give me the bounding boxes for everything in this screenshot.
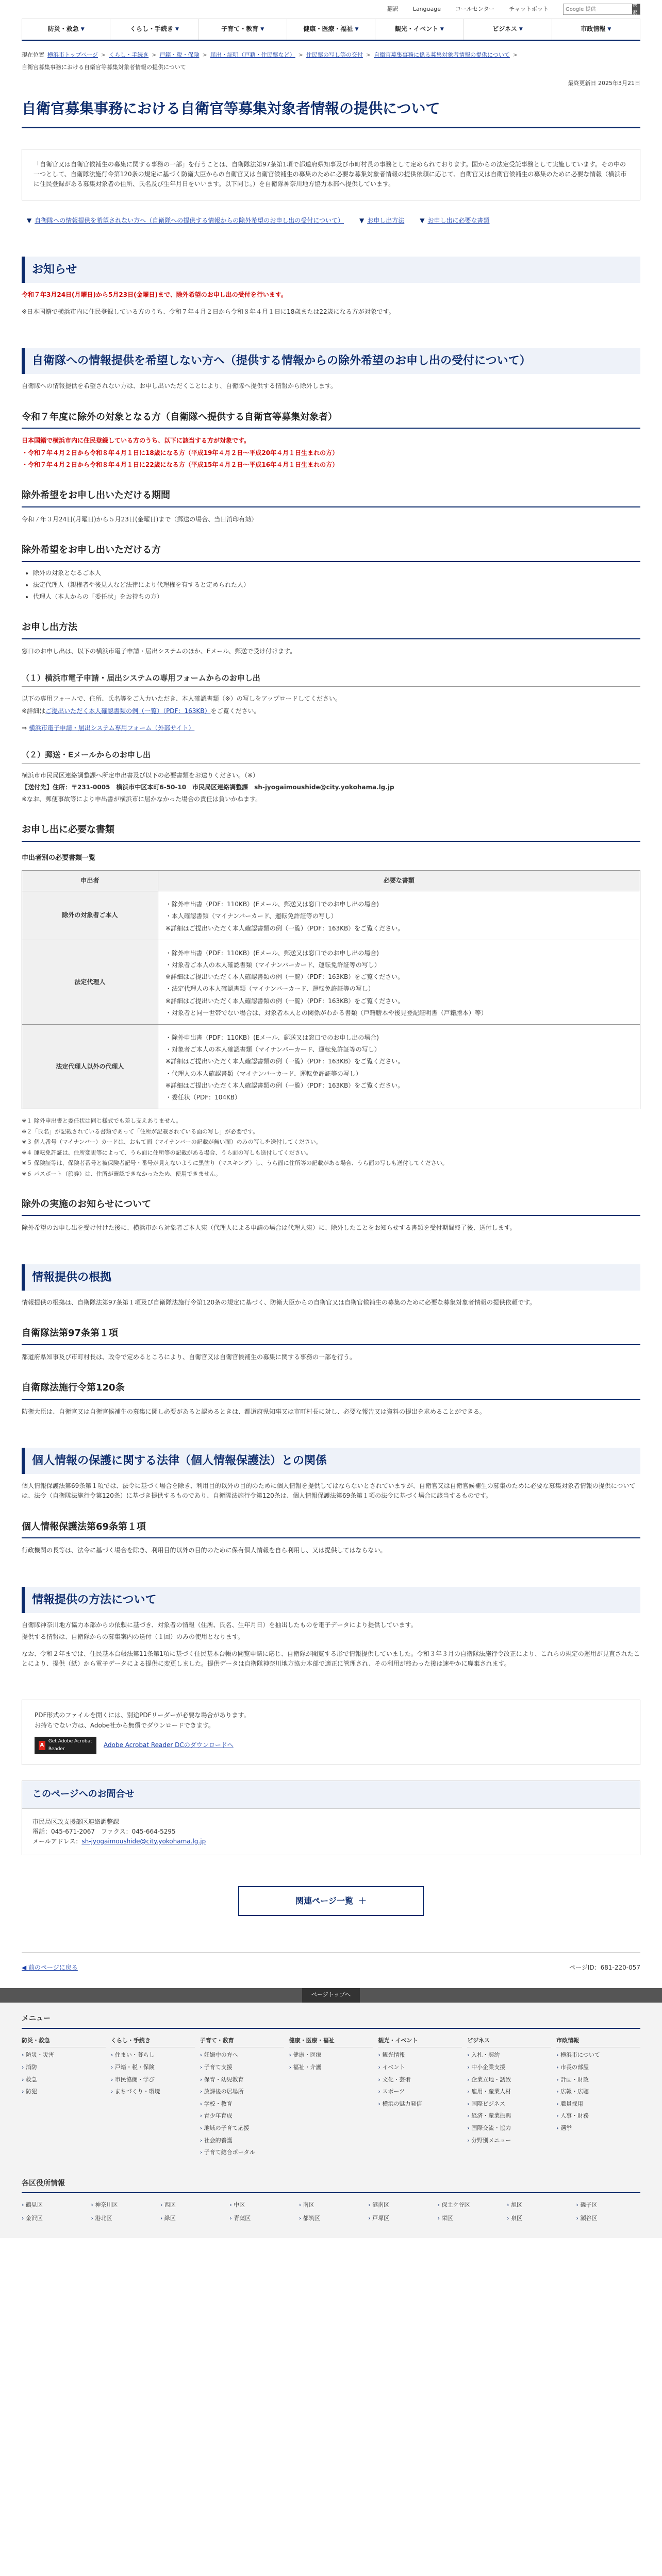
chevron-down-icon: ▼ (175, 26, 179, 32)
footer-link[interactable]: › 分野別メニュー (467, 2136, 551, 2145)
r7-target-lead: 日本国籍で横浜市内に住民登録している方のうち、以下に該当する方が対象です。 (22, 437, 251, 445)
ward-link[interactable]: › 港北区 (91, 2214, 155, 2223)
result-heading: 除外の実施のお知らせについて (22, 1197, 640, 1216)
toc-link[interactable]: 自衛隊への情報提供を希望されない方へ（自衛隊への提供する情報からの除外希望のお申し出の受付について） (35, 216, 344, 224)
postal-address: 【送付先】住所：〒231-0005 横浜市中区本町6-50-10 市民局区連絡調整課 (22, 784, 249, 791)
list-item: • 代理人（本人からの「委任状」をお持ちの方） (33, 592, 640, 602)
plus-icon: ＋ (358, 1896, 367, 1906)
breadcrumb-separator: > (202, 52, 207, 58)
gnav-business[interactable] (463, 19, 551, 40)
provide-text1: 自衛隊神奈川地方協力本部からの依頼に基づき、対象者の情報（住所、氏名、生年月日）を抽出したものを電子データにより提供しています。 (22, 1621, 417, 1629)
search-input[interactable] (564, 4, 632, 14)
note-prefix: ※詳細は (22, 707, 46, 715)
gnav-label: 子育て・教育 (221, 25, 259, 33)
table-row (22, 891, 640, 940)
footer-col-head[interactable]: 防災・救急 (22, 2036, 106, 2048)
breadcrumb-separator: > (101, 52, 106, 58)
adobe-pdf-icon: A (39, 1741, 45, 1750)
language-link[interactable]: Language (412, 6, 441, 13)
footer-link[interactable]: › 横浜市について (556, 2050, 640, 2060)
toc-link[interactable]: お申し出方法 (367, 216, 405, 224)
method-online-text: 以下の専用フォームで、住所、氏名等をご入力いただき、本人確認書類（※）の写しをアップロードしてください。 (22, 695, 341, 703)
r7-target-heading: 令和７年度に除外の対象となる方（自衛隊へ提供する自衛官等募集対象者） (22, 410, 640, 429)
footer-link[interactable]: › 社会的養護 (200, 2136, 284, 2145)
footer-col-head[interactable]: 市政情報 (556, 2036, 640, 2048)
ward-link[interactable]: › 緑区 (160, 2214, 224, 2223)
chevron-down-icon: ▼ (80, 26, 85, 32)
arrow-down-icon: ▼ (359, 216, 365, 224)
doc-item: ・除外申出書（PDF：110KB）(Eメール、郵送又は窓口でのお申し出の場合) (165, 949, 379, 957)
footer-link[interactable]: › 観光情報 (378, 2050, 462, 2060)
footer-link[interactable]: › 市民協働・学び (111, 2075, 195, 2084)
adobe-row (35, 1737, 627, 1754)
doc-item: ・代理人の本人確認書類（マイナンバーカード、運転免許証等の写し） (165, 1070, 362, 1077)
docs-cell (158, 891, 640, 940)
footer-link[interactable]: › 救急 (22, 2075, 106, 2084)
ward-link[interactable]: › 青葉区 (229, 2214, 293, 2223)
footer-col-head[interactable]: 健康・医療・福祉 (289, 2036, 373, 2048)
footer-col (22, 2036, 106, 2157)
ward-link[interactable]: › 保土ケ谷区 (438, 2200, 502, 2210)
footer-link[interactable]: › 文化・芸術 (378, 2075, 462, 2084)
breadcrumb-item[interactable]: くらし・手続き (109, 52, 149, 58)
arrow-down-icon: ▼ (420, 216, 425, 224)
page-id: ページID：681-220-057 (569, 1964, 640, 1972)
contact-tel: 電話：045-671-2067 (32, 1827, 95, 1835)
main-content (22, 149, 640, 1916)
breadcrumb-label: 現在位置 (22, 52, 44, 58)
doc-item: ・対象者ご本人の本人確認書類（マイナンバーカード、運転免許証等の写し） (165, 1046, 380, 1054)
method-online-heading: （１）横浜市電子申請・届出システムの専用フォームからのお申し出 (22, 672, 640, 687)
back-label: 前のページに戻る (28, 1964, 78, 1972)
provide-heading: 情報提供の方法について (22, 1587, 640, 1613)
email-address: sh-jyogaimoushide@city.yokohama.lg.jp (254, 784, 394, 791)
footer-col-head[interactable]: 子育て・教育 (200, 2036, 284, 2048)
breadcrumb-item[interactable]: 戸籍・税・保険 (159, 52, 200, 58)
search-button[interactable]: 検索 (632, 4, 640, 14)
pdf-reader-box (22, 1700, 640, 1765)
ward-link[interactable]: › 港南区 (368, 2200, 432, 2210)
footer-link[interactable]: › 入札・契約 (467, 2050, 551, 2060)
footer-link[interactable]: › スポーツ (378, 2087, 462, 2096)
doc-item: ・本人確認書類（マイナンバーカード、運転免許証等の写し） (165, 912, 337, 920)
privacy-law-text: 行政機関の長等は、法令に基づく場合を除き、利用目的以外の目的のために保有個人情報を自ら利用し、又は提供してはならない。 (22, 1547, 387, 1554)
list-item: • 除外の対象となるご本人 (33, 568, 640, 578)
footer-link[interactable]: › 人事・財務 (556, 2111, 640, 2121)
doc-item: ・委任状（PDF：104KB） (165, 1093, 241, 1101)
global-nav (22, 19, 640, 41)
breadcrumb-item[interactable]: 横浜市トップページ (47, 52, 98, 58)
doc-item: ・対象者と同一世帯でない場合は、対象者本人との関係がわかる書類（戸籍謄本や後見登記証明書（戸籍謄本）等） (165, 1009, 487, 1016)
arrow-down-icon: ▼ (27, 216, 32, 224)
gnav-label: 防災・救急 (47, 25, 79, 33)
footer-link[interactable]: › 健康・医療 (289, 2050, 373, 2060)
related-label: 関連ページ一覧 (295, 1896, 353, 1906)
period-text: 令和７年３月24日(月曜日)から５月23日(金曜日)まで（郵送の場合、当日消印有効） (22, 515, 258, 523)
exclusion-heading: 自衛隊への情報提供を希望しない方へ（提供する情報からの除外希望のお申し出の受付について） (22, 348, 640, 374)
adobe-download-link[interactable]: Adobe Acrobat Reader DCのダウンロードへ (104, 1741, 234, 1749)
footer-link[interactable]: › 広報・広聴 (556, 2087, 640, 2096)
basis-heading: 情報提供の根拠 (22, 1264, 640, 1291)
method-mail-heading: （２）郵送・Eメールからのお申し出 (22, 749, 640, 764)
online-form-row (22, 723, 640, 733)
breadcrumb-separator: > (152, 52, 157, 58)
contact-box (22, 1781, 640, 1855)
toc-item[interactable] (359, 216, 404, 226)
privacy-law-heading: 個人情報保護法第69条第１項 (22, 1520, 640, 1539)
adobe-badge-label: Get Adobe Acrobat Reader (48, 1739, 92, 1752)
footer-col (289, 2036, 373, 2157)
method-intro: 窓口のお申し出は、以下の横浜市電子申請・届出システムのほか、Eメール、郵送で受け付けます。 (22, 648, 296, 655)
back-link[interactable] (22, 1963, 78, 1973)
law1-text: 都道府県知事及び市町村長は、政令で定めるところにより、自衛官又は自衛官候補生の募集に関する事務の一部を行う。 (22, 1353, 356, 1361)
note-item: ※３ 個人番号（マイナンバー）カードは、おもて面（マイナンバーの記載が無い面）のみの写しを送付してください。 (22, 1139, 322, 1146)
doc-item: ・法定代理人の本人確認書類（マイナンバーカード、運転免許証等の写し） (165, 985, 374, 993)
who-heading: 除外希望をお申し出いただける方 (22, 543, 640, 562)
docs-heading: お申し出に必要な書類 (22, 823, 640, 842)
doc-item: ※詳細はご提出いただく本人確認書類の例（一覧）（PDF：163KB）をご覧ください。 (165, 973, 404, 981)
contact-heading: このページへのお問合せ (22, 1781, 640, 1809)
ward-link[interactable]: › 戸塚区 (368, 2214, 432, 2223)
chevron-down-icon: ▼ (260, 26, 264, 32)
footer-link[interactable]: › 妊娠中の方へ (200, 2050, 284, 2060)
bottom-strip (0, 2238, 662, 2269)
footer-link[interactable]: › 雇用・産業人材 (467, 2087, 551, 2096)
gnav-kenko[interactable] (287, 19, 375, 40)
law1-heading: 自衛隊法第97条第１項 (22, 1326, 640, 1345)
contact-mail-row (32, 1837, 630, 1846)
method-heading: お申し出方法 (22, 620, 640, 639)
doc-item: ※詳細はご提出いただく本人確認書類の例（一覧）（PDF：163KB）をご覧ください。 (165, 1058, 404, 1065)
site-footer (0, 2003, 662, 2238)
list-item: • 法定代理人（親権者や後見人など法律により代理権を有すると定められた人） (33, 580, 640, 590)
toc-item[interactable] (27, 216, 344, 226)
ward-link[interactable]: › 旭区 (507, 2200, 571, 2210)
chevron-down-icon: ▼ (355, 26, 359, 32)
ward-link[interactable]: › 神奈川区 (91, 2200, 155, 2210)
chevron-down-icon: ▼ (607, 26, 611, 32)
adobe-reader-badge[interactable] (35, 1737, 96, 1754)
utility-bar (0, 0, 662, 19)
privacy-text: 個人情報保護法第69条第１項では、法令に基づく場合を除き、利用目的以外の目的のために個人情報を提供してはならないとされていますが、自衛官又は自衛官候補生の募集のために必要な募集対象者情報の提供については、法令（自衛隊法施行令第120条）に基づき提供するものであり、自衛隊法施行令第120条は、個人情報保護法第69条第１項の法令に基づく場合に該当するものです。 (22, 1482, 636, 1500)
note-item: ※５ 保険証等は、保険者番号と被保険者記号・番号が見えないように黒塗り（マスキング）し、うら面に住所等の記載がある場合、うら面の写しも送付してください。 (22, 1160, 448, 1167)
footer-link[interactable]: › 消防 (22, 2063, 106, 2072)
who-list (22, 568, 640, 602)
provide-text2: 提供する情報は、自衛隊からの募集案内の送付（１回）のみの使用となります。 (22, 1633, 244, 1640)
footer-link[interactable]: › 市長の部屋 (556, 2063, 640, 2072)
chevron-down-icon: ▼ (519, 26, 523, 32)
contact-fax: ファクス：045-664-5295 (101, 1827, 176, 1835)
contact-body (22, 1809, 640, 1855)
applicant-cell: 法定代理人以外の代理人 (22, 1024, 158, 1109)
contact-mail-link[interactable]: sh-jyogaimoushide@city.yokohama.lg.jp (81, 1837, 206, 1845)
notice-target: ※日本国籍で横浜市内に住民登録している方のうち、令和７年４月２日から令和８年４月１日に18歳または22歳になる方が対象です。 (22, 308, 395, 316)
r7-target-item: ・令和７年４月２日から令和８年４月１日に18歳になる方（平成19年４月２日〜平成20年４月１日生まれの方） (22, 449, 339, 456)
footer-link[interactable]: › 子育て総合ポータル (200, 2148, 284, 2157)
period-heading: 除外希望をお申し出いただける期間 (22, 488, 640, 507)
footer-link[interactable]: › 福祉・介護 (289, 2063, 373, 2072)
ward-list (22, 2200, 640, 2238)
notice-period: 令和７年3月24日(月曜日)から5月23日(金曜日)まで、除外希望のお申し出の受付を行います。 (22, 291, 287, 298)
footer-link[interactable]: › 保育・幼児教育 (200, 2075, 284, 2084)
pagetop-bar (0, 1988, 662, 2003)
footer-link[interactable]: › 職員採用 (556, 2099, 640, 2109)
ward-link[interactable]: › 都筑区 (299, 2214, 363, 2223)
ward-link[interactable]: › 瀬谷区 (576, 2214, 640, 2223)
intro-box: 「自衛官又は自衛官候補生の募集に関する事務の一部」を行うことは、自衛隊法第97条第1項で都道府県知事及び市町村長の事務として定められております。国からの法定受託事務として実施しています。その中の一つとして、自衛隊法施行令第120条の規定に基づく防衛大臣からの自衛官又は自衛官候補生の募集のために必要な募集対象者情報の提供依頼に応じて、自衛官又は自衛官候補生の募集のために必要な情報（横浜市に住民登録がある募集対象者の住所、氏名及び生年月日をいいます。以下同じ。）を自衛隊神奈川地方協力本部へ提供しています。 (22, 149, 640, 200)
note-item: ※１ 除外申出書と委任状は同じ様式でも差し支えありません。 (22, 1117, 182, 1125)
applicant-cell: 除外の対象者ご本人 (22, 891, 158, 940)
breadcrumb-item[interactable]: 自衛官募集事務に係る募集対象者情報の提供について (374, 52, 510, 58)
doc-item: ※詳細はご提出いただく本人確認書類の例（一覧）（PDF：163KB）をご覧ください。 (165, 924, 404, 932)
ward-link[interactable]: › 磯子区 (576, 2200, 640, 2210)
doc-item: ・除外申出書（PDF：110KB）(Eメール、郵送又は窓口でのお申し出の場合) (165, 1033, 379, 1041)
mail-address-row (22, 783, 640, 792)
page-title: 自衛官募集事務における自衛官等募集対象者情報の提供について (22, 98, 640, 128)
footer-link[interactable]: › 横浜の魅力発信 (378, 2099, 462, 2109)
footer-link[interactable]: › 選挙 (556, 2124, 640, 2133)
ward-link[interactable]: › 西区 (160, 2200, 224, 2210)
id-docs-pdf-link[interactable]: ご提出いただく本人確認書類の例（一覧）（PDF：163KB） (45, 707, 211, 715)
footer-link[interactable]: › 学校・教育 (200, 2099, 284, 2109)
footer-link[interactable]: › 国際交流・協力 (467, 2124, 551, 2133)
gnav-bosai[interactable] (22, 19, 110, 40)
col-header-docs: 必要な書類 (158, 871, 640, 891)
footer-link[interactable]: › 国際ビジネス (467, 2099, 551, 2109)
docs-cell (158, 940, 640, 1024)
note-item: ※６ パスポート（旅券）は、住所が確認できなかったため、使用できません。 (22, 1171, 221, 1178)
back-arrow-icon: ◀ (22, 1964, 29, 1972)
note-item: ※４ 運転免許証は、住所変更等によって、うら面に住所等の記載がある場合、うら面の写しも送付してください。 (22, 1149, 312, 1156)
footer-link[interactable]: › 経済・産業振興 (467, 2111, 551, 2121)
contact-phone-row (32, 1827, 630, 1837)
ward-link[interactable]: › 中区 (229, 2200, 293, 2210)
doc-item: ※詳細はご提出いただく本人確認書類の例（一覧）（PDF：163KB）をご覧ください。 (165, 1081, 404, 1089)
related-pages-button[interactable] (238, 1886, 424, 1916)
footer-col (111, 2036, 195, 2157)
gnav-label: くらし・手続き (129, 25, 173, 33)
footer-col (467, 2036, 551, 2157)
last-updated: 最終更新日 2025年3月21日 (568, 80, 640, 87)
footer-link[interactable]: › 戸籍・税・保険 (111, 2063, 195, 2072)
footer-link[interactable]: › イベント (378, 2063, 462, 2072)
docs-table (22, 870, 640, 1109)
note-item: ※２「氏名」が記載されている書類であって「住所が記載されている面の写し」が必要です。 (22, 1128, 259, 1135)
ward-link[interactable]: › 南区 (299, 2200, 363, 2210)
breadcrumb-separator: > (512, 52, 518, 58)
table-header-row (22, 871, 640, 891)
gnav-kurashi[interactable] (110, 19, 198, 40)
col-header-applicant: 申出者 (22, 871, 158, 891)
arrow-right-icon: ⇒ (22, 724, 29, 732)
footer-link[interactable]: › 防災・災害 (22, 2050, 106, 2060)
notice-heading: お知らせ (22, 257, 640, 283)
breadcrumb-current: 自衛官募集事務における自衛官等募集対象者情報の提供について (22, 63, 186, 71)
docs-table-caption: 申出者別の必要書類一覧 (22, 854, 96, 862)
footer-menu-title: メニュー (22, 2013, 640, 2028)
footer-link[interactable]: › 防犯 (22, 2087, 106, 2096)
online-form-link[interactable]: 横浜市電子申請・届出システム専用フォーム（外部サイト） (28, 724, 195, 732)
footer-link[interactable]: › 子育て支援 (200, 2063, 284, 2072)
footer-col (556, 2036, 640, 2157)
r7-target-item: ・令和７年４月２日から令和８年４月１日に22歳になる方（平成15年４月２日〜平成16年４月１日生まれの方） (22, 461, 339, 468)
gnav-kosodate[interactable] (198, 19, 287, 40)
chevron-down-icon: ▼ (440, 26, 444, 32)
footer-link[interactable]: › 地域の子育て応援 (200, 2124, 284, 2133)
translate-link[interactable]: 翻訳 (387, 6, 399, 13)
breadcrumb (22, 50, 640, 72)
gnav-shisei[interactable] (552, 19, 640, 40)
doc-item: ・対象者ご本人の本人確認書類（マイナンバーカード、運転免許証等の写し） (165, 961, 380, 969)
gnav-label: 市政情報 (581, 25, 606, 33)
method-online-note (22, 706, 640, 716)
footer-link[interactable]: › 放課後の居場所 (200, 2087, 284, 2096)
provide-text3: なお、令和２年までは、住民基本台帳法第11条第1項に基づく住民基本台帳の閲覧申請に応じ、自衛隊が閲覧する形で情報提供していました。令和３年３月の自衛隊法施行令改正により、これらの規定の運用が見直されたことにより、提供（紙）から電子データによる提供に変更しました。提供データは自衛隊神奈川地方協力本部で適正に管理され、その利用が終わった後は速やかに廃棄されます。 (22, 1650, 640, 1668)
breadcrumb-item[interactable]: 届出・証明（戸籍・住民票など） (210, 52, 295, 58)
gnav-label: 観光・イベント (394, 25, 438, 33)
pagetop-button[interactable]: ページトップへ (302, 1988, 360, 2003)
applicant-cell: 法定代理人 (22, 940, 158, 1024)
doc-item: ・除外申出書（PDF：110KB）(Eメール、郵送又は窓口でのお申し出の場合) (165, 901, 379, 908)
ward-office-title: 各区役所情報 (22, 2178, 640, 2193)
footer-col (200, 2036, 284, 2157)
footer-link[interactable]: › 企業立地・誘致 (467, 2075, 551, 2084)
table-row (22, 940, 640, 1024)
privacy-heading: 個人情報の保護に関する法律（個人情報保護法）との関係 (22, 1448, 640, 1474)
gnav-label: 健康・医療・福祉 (303, 25, 353, 33)
page-footer-row (22, 1952, 640, 1973)
docs-notes (22, 1116, 640, 1179)
pdf-text2: お持ちでない方は、Adobe社から無償でダウンロードできます。 (35, 1721, 214, 1729)
footer-link[interactable]: › 住まい・暮らし (111, 2050, 195, 2060)
docs-cell (158, 1024, 640, 1109)
basis-text: 情報提供の根拠は、自衛隊法第97条第１項及び自衛隊法施行令第120条の規定に基づく、防衛大臣からの自衛官又は自衛官候補生の募集のために必要な募集対象者情報の提供依頼です。 (22, 1298, 536, 1306)
gnav-kanko[interactable] (375, 19, 463, 40)
contact-mail-label: メールアドレス： (32, 1837, 82, 1845)
footer-col (378, 2036, 462, 2157)
ward-link[interactable]: › 金沢区 (22, 2214, 86, 2223)
footer-link[interactable]: › 中小企業支援 (467, 2063, 551, 2072)
method-mail-text: 横浜市市民局区連絡調整課へ所定申出書及び以下の必要書類をお送りください。（※） (22, 771, 259, 779)
breadcrumb-item[interactable]: 住民票の写し等の交付 (306, 52, 363, 58)
footer-link[interactable]: › 計画・財政 (556, 2075, 640, 2084)
footer-link[interactable]: › まちづくり・環境 (111, 2087, 195, 2096)
toc-item[interactable] (420, 216, 489, 226)
mail-note: ※なお、郵便事故等により申出書が横浜市に届かなかった場合の責任は負いかねます。 (22, 795, 262, 803)
footer-link[interactable]: › 青少年育成 (200, 2111, 284, 2121)
law2-heading: 自衛隊法施行令第120条 (22, 1381, 640, 1400)
contact-dept: 市民局区政支援部区連絡調整課 (32, 1818, 120, 1825)
table-row (22, 1024, 640, 1109)
note-suffix: をご覧ください。 (210, 707, 260, 715)
ward-link[interactable]: › 鶴見区 (22, 2200, 86, 2210)
law2-text: 防衛大臣は、自衛官又は自衛官候補生の募集に関し必要があると認めるときは、都道府県知事又は市町村長に対し、必要な報告又は資料の提出を求めることができる。 (22, 1408, 486, 1415)
result-text: 除外希望のお申し出を受け付けた後に、横浜市から対象者ご本人宛（代理人による申請の場合は代理人宛）に、除外したことをお知らせする書類を受付期間終了後、送付します。 (22, 1224, 516, 1232)
breadcrumb-separator: > (298, 52, 303, 58)
doc-item: ※詳細はご提出いただく本人確認書類の例（一覧）（PDF：163KB）をご覧ください。 (165, 997, 404, 1005)
exclusion-desc: 自衛隊への情報提供を希望されない方は、お申し出いただくことにより、自衛隊へ提供する情報から除外します。 (22, 382, 337, 390)
pdf-text1: PDF形式のファイルを開くには、別途PDFリーダーが必要な場合があります。 (35, 1711, 250, 1719)
page-toc (22, 216, 640, 226)
footer-columns (22, 2036, 640, 2157)
breadcrumb-separator: > (366, 52, 371, 58)
gnav-label: ビジネス (492, 25, 517, 33)
ward-link[interactable]: › 栄区 (438, 2214, 502, 2223)
footer-col-head[interactable]: 観光・イベント (378, 2036, 462, 2048)
chatbot-link[interactable]: チャットボット (509, 6, 549, 13)
ward-link[interactable]: › 泉区 (507, 2214, 571, 2223)
footer-col-head[interactable]: ビジネス (467, 2036, 551, 2048)
call-center-link[interactable]: コールセンター (455, 6, 495, 13)
footer-col-head[interactable]: くらし・手続き (111, 2036, 195, 2048)
toc-link[interactable]: お申し出に必要な書類 (427, 216, 490, 224)
site-search (563, 4, 640, 15)
